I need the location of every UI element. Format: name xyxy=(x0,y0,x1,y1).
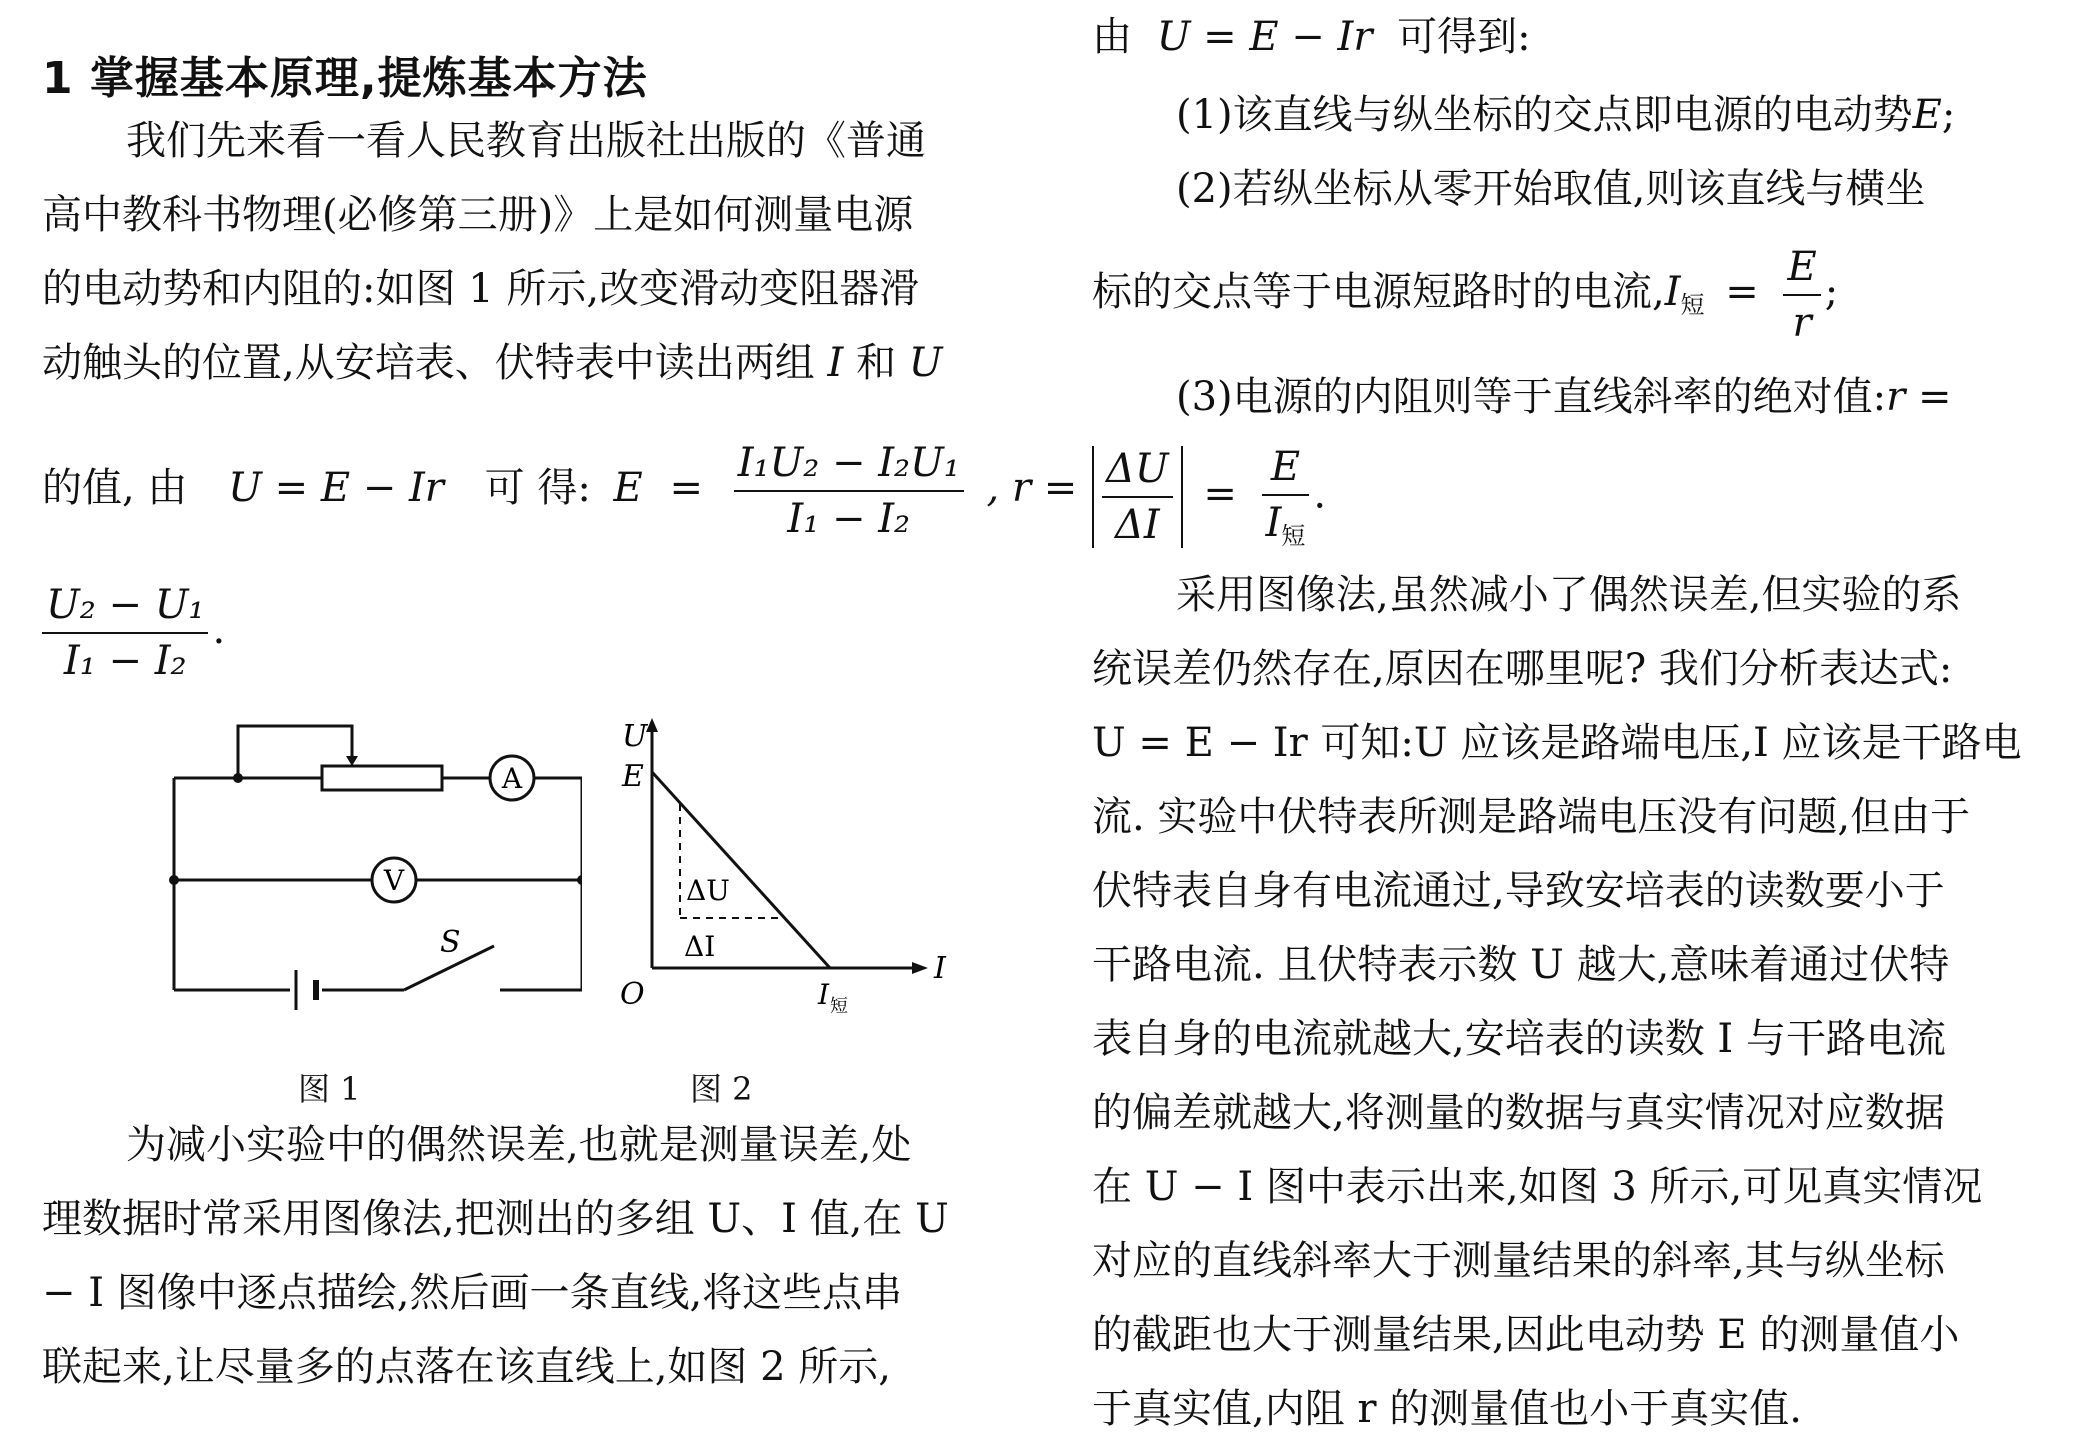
e-label: E xyxy=(622,759,644,794)
r-equals: , r = xyxy=(986,465,1078,511)
p2-line-2: 理数据时常采用图像法,把测出的多组 U、I 值,在 U xyxy=(42,1196,949,1242)
i-short-label: I xyxy=(818,978,830,1011)
r-p-line-8: 的偏差就越大,将测量的数据与真实情况对应数据 xyxy=(1092,1090,1945,1136)
switch-label: S xyxy=(440,925,461,960)
p1-line-4: 动触头的位置,从安培表、伏特表中读出两组 I 和 U xyxy=(42,340,943,386)
fraction-r xyxy=(42,582,208,684)
figure-2-caption: 图 2 xyxy=(690,1070,753,1108)
junction-dot xyxy=(233,773,243,783)
item-2-line-1: (2)若纵坐标从零开始取值,则该直线与横坐 xyxy=(1176,166,1926,212)
fraction-r-denominator: I₁ − I₂ xyxy=(63,638,187,684)
i-short-subscript: 短 xyxy=(830,996,848,1017)
r-p-line-3: U = E − Ir 可知:U 应该是路端电压,I 应该是干路电 xyxy=(1092,720,2022,766)
i-axis-label: I xyxy=(934,951,946,986)
abs-slope: $\frac{\Delta U}{\Delta I}$ xyxy=(1092,446,1183,548)
r-p-line-2: 统误差仍然存在,原因在哪里呢? 我们分析表达式: xyxy=(1092,646,1953,692)
p2-line-4: 联起来,让尽量多的点落在该直线上,如图 2 所示, xyxy=(42,1344,892,1390)
fraction-e-denominator: I₁ − I₂ xyxy=(787,496,911,542)
fraction-e-over-ishort: $\frac{E}{I_短}$ xyxy=(1262,444,1310,551)
voltmeter-label: V xyxy=(383,864,405,897)
r-p-line-9: 在 U − I 图中表示出来,如图 3 所示,可见真实情况 xyxy=(1092,1164,1983,1210)
junction-dot xyxy=(577,875,582,885)
equation-u-e-ir: U = E − Ir xyxy=(228,465,444,511)
p1-line-2: 高中教科书物理(必修第三册)》上是如何测量电源 xyxy=(42,192,914,238)
r-p-line-11: 的截距也大于测量结果,因此电动势 E 的测量值小 xyxy=(1092,1312,1960,1358)
r-p-line-6: 干路电流. 且伏特表示数 U 越大,意味着通过伏特 xyxy=(1092,942,1950,988)
origin-label: O xyxy=(620,977,645,1012)
var-u: U xyxy=(908,340,943,386)
r-line-1: 由 U = E − Ir 可得到: xyxy=(1092,14,1531,60)
section-heading: 1 掌握基本原理,提炼基本方法 xyxy=(42,53,648,104)
equation-u-e-ir: U = E − Ir xyxy=(1156,14,1373,60)
junction-dot xyxy=(169,875,179,885)
r-p-line-12: 于真实值,内阻 r 的测量值也小于真实值. xyxy=(1092,1386,1802,1432)
delta-u-label: ΔU xyxy=(686,874,730,907)
r-p-line-7: 表自身的电流就越大,安培表的读数 I 与干路电流 xyxy=(1092,1016,1946,1062)
r-p-line-1: 采用图像法,虽然减小了偶然误差,但实验的系 xyxy=(1176,572,1962,618)
fraction-r-line: $\frac{\text{U₂ − U₁}}{\text{I₁ − I₂}}$ . xyxy=(42,582,1012,684)
slider-contact xyxy=(238,726,352,778)
figure-1-circuit xyxy=(122,720,582,1020)
fraction-e-over-r: $\frac{E}{r}$ xyxy=(1783,244,1820,346)
item-2-line-2: 标的交点等于电源短路时的电流$,I_短$ = $\frac{E}{r}$ ; xyxy=(1092,244,1839,346)
fraction-r-numerator: U₂ − U₁ xyxy=(42,582,208,634)
item-1: (1)该直线与纵坐标的交点即电源的电动势E; xyxy=(1176,92,1956,138)
p2-line-1: 为减小实验中的偶然误差,也就是测量误差,处 xyxy=(126,1122,912,1168)
p2-line-3: − I 图像中逐点描绘,然后画一条直线,将这些点串 xyxy=(42,1270,903,1316)
p1-line-3: 的电动势和内阻的:如图 1 所示,改变滑动变阻器滑 xyxy=(42,266,920,312)
var-i: I xyxy=(827,340,844,386)
fraction-e xyxy=(734,440,964,542)
fit-line xyxy=(652,772,830,968)
r-p-line-5: 伏特表自身有电流通过,导致安培表的读数要小于 xyxy=(1092,868,1945,914)
r-p-line-10: 对应的直线斜率大于测量结果的斜率,其与纵坐标 xyxy=(1092,1238,1945,1284)
var-e: E xyxy=(613,465,643,511)
rheostat xyxy=(322,766,442,790)
delta-i-label: ΔI xyxy=(684,930,716,963)
i-axis-arrow xyxy=(912,962,928,974)
figure-1-caption: 图 1 xyxy=(298,1070,361,1108)
p1-line-1: 我们先来看一看人民教育出版社出版的《普通 xyxy=(126,118,926,164)
formula-line: 的值, 由 U = E − Ir 可 得: E = $\frac{\text{I₁U₂ − I₂U₁}}{\text{I₁ − I₂}}$ , r = xyxy=(42,440,1078,542)
u-axis-arrow xyxy=(646,718,658,732)
r-p-line-4: 流. 实验中伏特表所测是路端电压没有问题,但由于 xyxy=(1092,794,1971,840)
ammeter-label: A xyxy=(501,762,523,795)
figure-2-graph xyxy=(612,718,972,1028)
fraction-e-numerator: I₁U₂ − I₂U₁ xyxy=(734,440,964,492)
u-axis-label: U xyxy=(622,719,648,754)
item-3-line-1: (3)电源的内阻则等于直线斜率的绝对值:r = xyxy=(1176,374,1952,420)
word-and: 和 xyxy=(855,340,896,386)
item-3-line-2: $\frac{\Delta U}{\Delta I}$ = $\frac{E}{I_短}$ . xyxy=(1092,444,2062,551)
